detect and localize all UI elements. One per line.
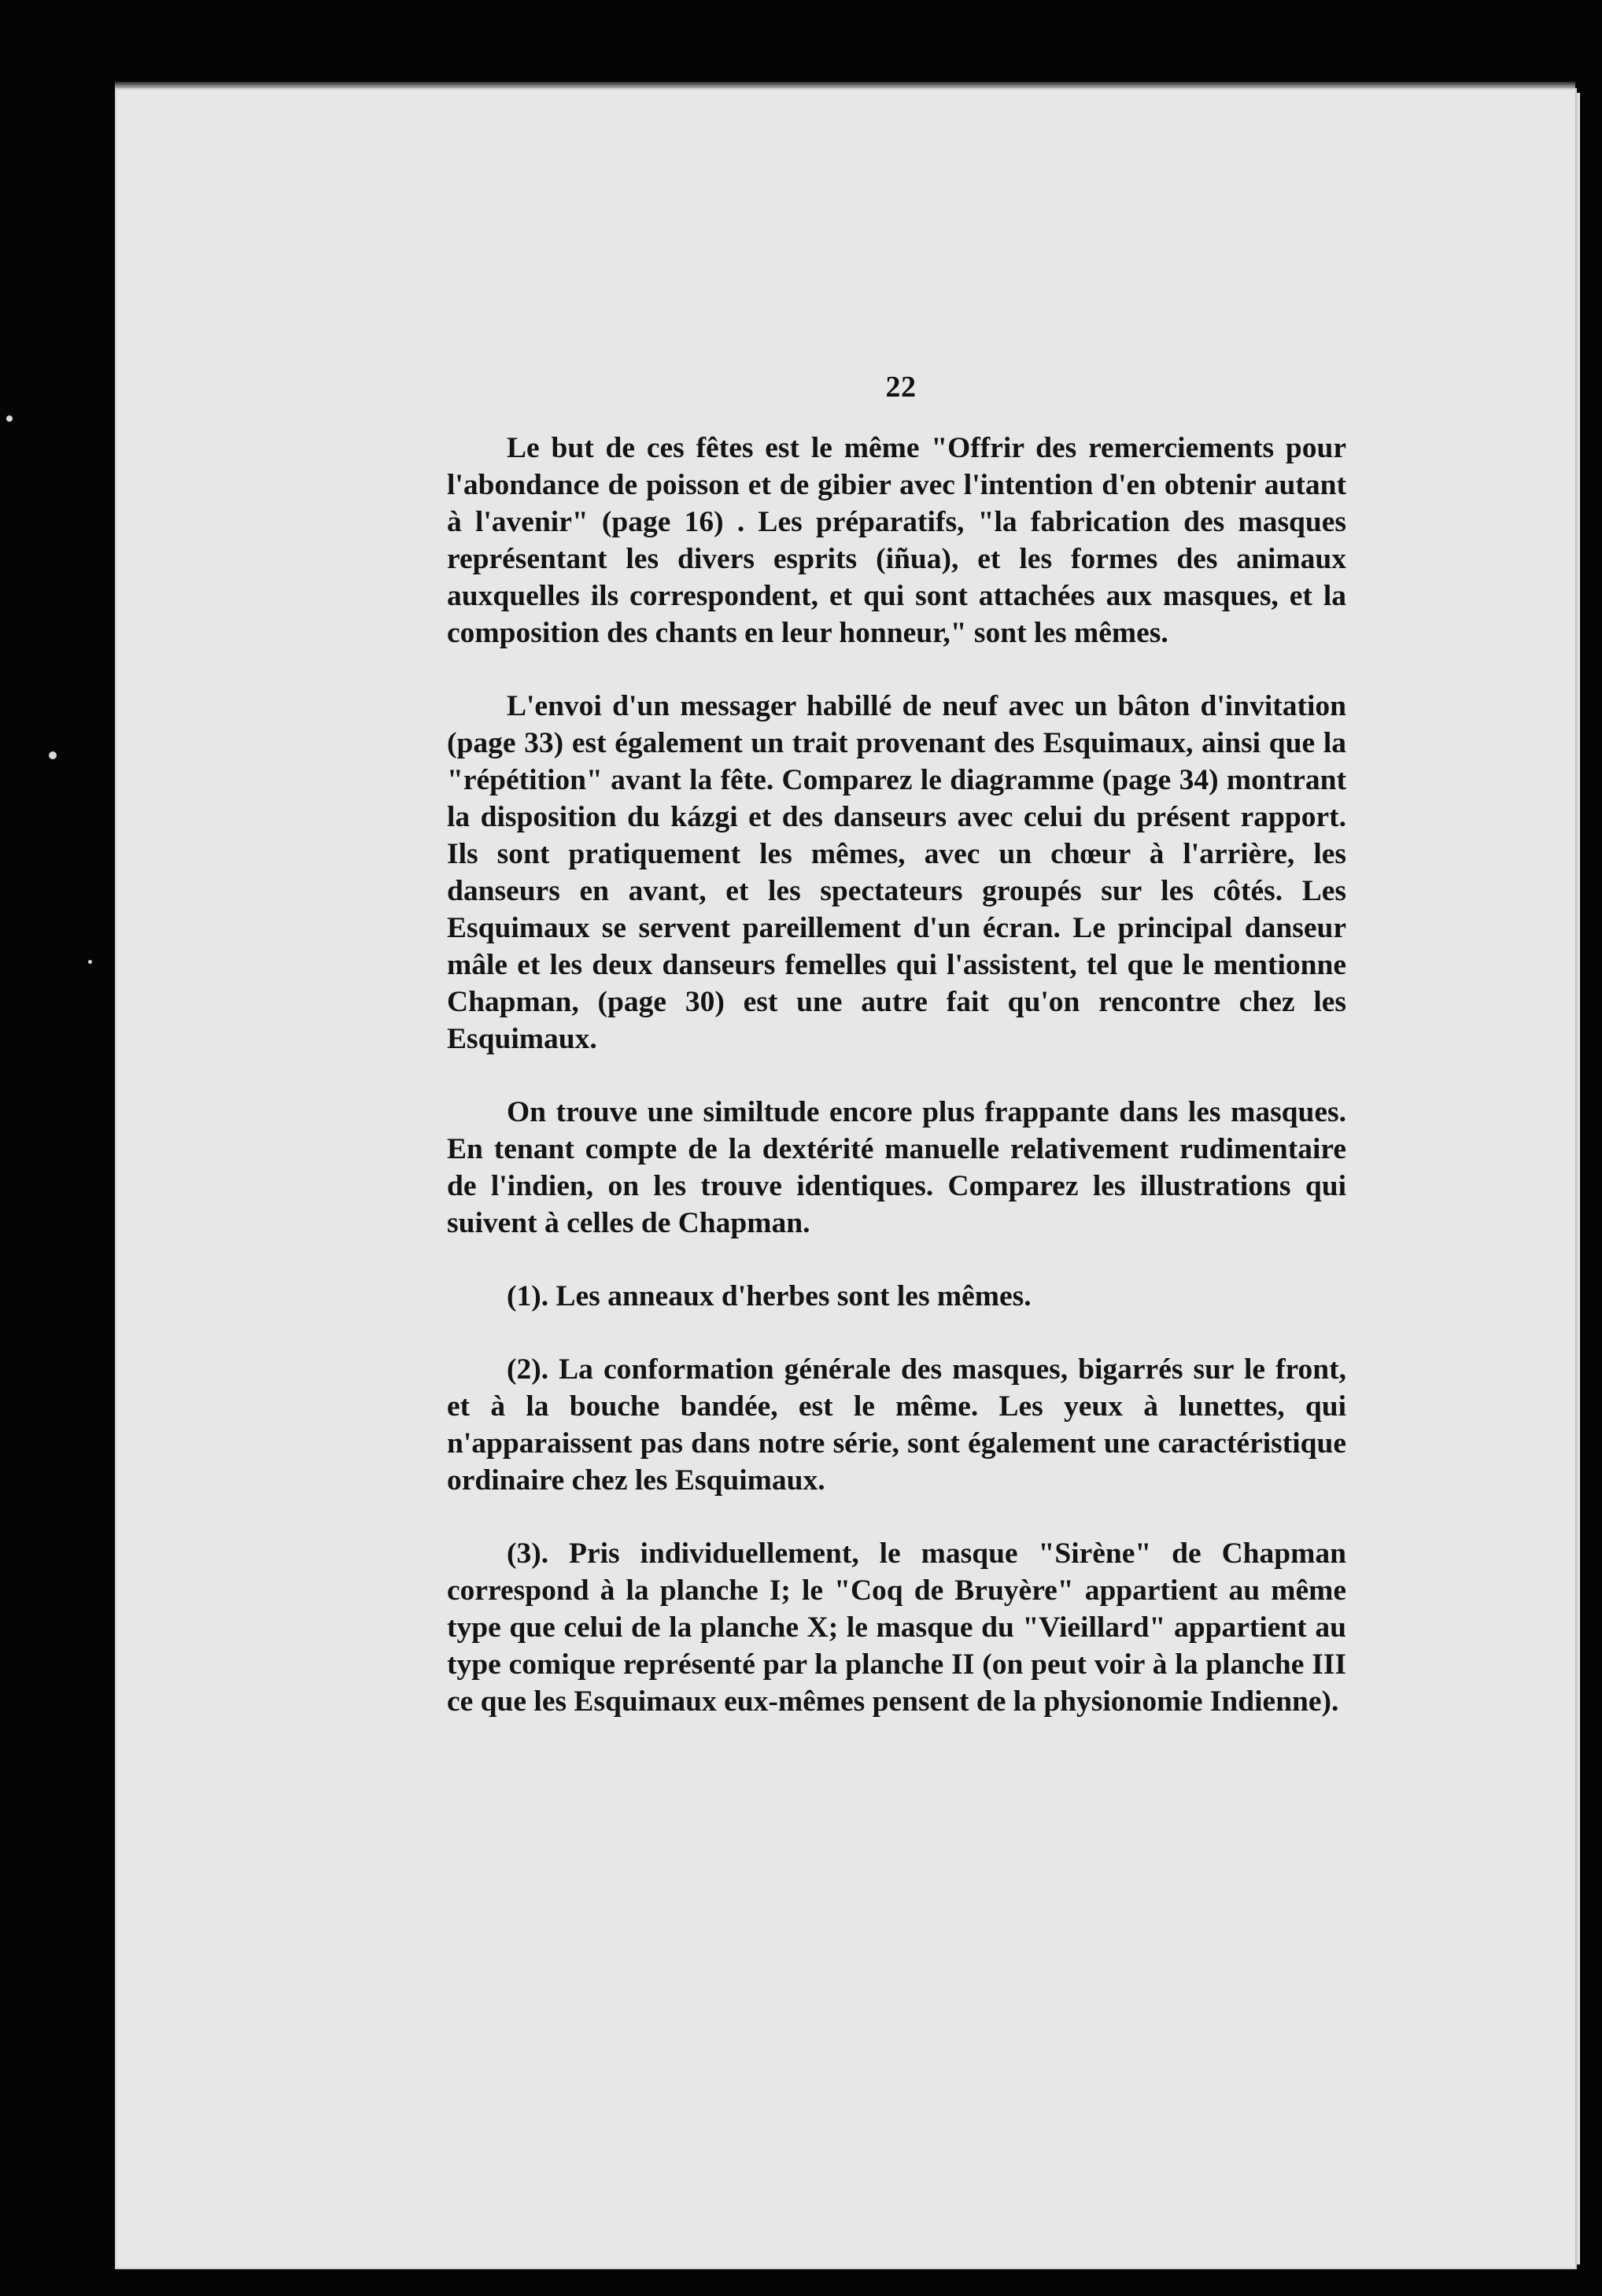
numbered-paragraph: (1). Les anneaux d'herbes sont les mêmes. [507,1280,1032,1312]
paragraph: On trouve une similtude encore plus frappante dans les masques. En tenant compte de la dextérité manuelle relativement rudimentaire de l'indien, on les trouve identiques. Comparez les illustrations qui suivent à celles de Chapman. [447,1096,1346,1239]
dust-speck [49,751,57,759]
numbered-paragraph: (3). Pris individuellement, le masque "Sirène" de Chapman correspond à la planche I; le "Coq de Bruyère" appartient au même type que celui de la planche X; le masque du "Vieillard" appartient au type comique représenté par la planche II (on peut voir à la planche III ce que les Esquimaux eux-mêmes pensent de la physionomie Indienne). [447,1537,1346,1718]
body-text [447,430,1346,1720]
paragraph: Le but de ces fêtes est le même "Offrir des remerciements pour l'abondance de poisson et de gibier avec l'intention d'en obtenir autant à l'avenir" (page 16) . Les préparatifs, "la fabrication des masques représentant les divers esprits (iñua), et les formes des animaux auxquelles ils correspondent, et qui sont attachées aux masques, et la composition des chants en leur honneur," sont les mêmes. [447,432,1346,649]
dust-speck [88,960,92,964]
numbered-paragraph: (2). La conformation générale des masques, bigarrés sur le front, et à la bouche bandée, est le même. Les yeux à lunettes, qui n'apparaissent pas dans notre série, sont également une caractéristique ordinaire chez les Esquimaux. [447,1353,1346,1497]
page-right-edge [1575,93,1580,2265]
page-number: 22 [885,371,917,404]
paragraph: L'envoi d'un messager habillé de neuf avec un bâton d'invitation (page 33) est également un trait provenant des Esquimaux, ainsi que la "répétition" avant la fête. Comparez le diagramme (page 34) montrant la disposition du kázgi et des danseurs avec celui du présent rapport. Ils sont pratiquement les mêmes, avec un chœur à l'arrière, les danseurs en avant, et les spectateurs groupés sur les côtés. Les Esquimaux se servent pareillement d'un écran. Le principal danseur mâle et les deux danseurs femelles qui l'assistent, tel que le mentionne Chapman, (page 30) est une autre fait qu'on rencontre chez les Esquimaux. [447,690,1346,1055]
dust-speck [6,415,13,422]
